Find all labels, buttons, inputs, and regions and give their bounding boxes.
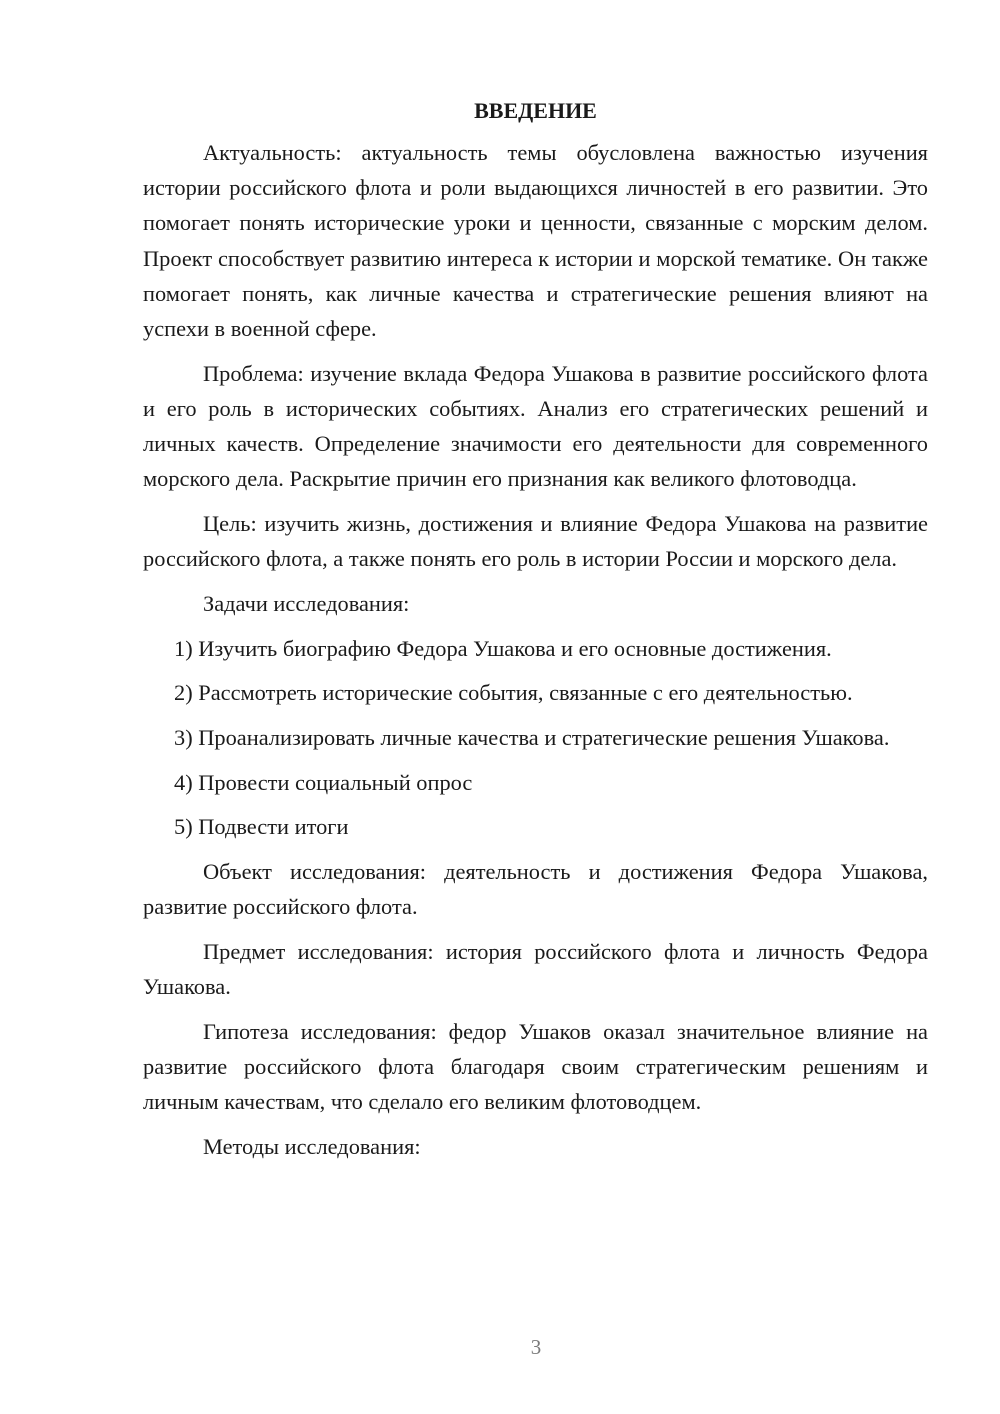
paragraph-methods-title: Методы исследования: xyxy=(203,1134,421,1160)
paragraph-problem: Проблема: изучение вклада Федора Ушакова в развитие российского флота и его роль в исторических событиях. Анализ его стратегических решений и личных качеств. Определение значимости его деятельности для современного морского дела. Раскрытие причин его признания как великого флотоводца. xyxy=(143,360,928,492)
list-item: 1) Изучить биографию Федора Ушакова и его основные достижения. xyxy=(174,635,832,661)
list-item: 2) Рассмотреть исторические события, связанные с его деятельностью. xyxy=(174,680,853,706)
paragraph-hypothesis: Гипотеза исследования: федор Ушаков оказал значительное влияние на развитие российского флота благодаря своим стратегическим решениям и личным качествам, что сделало его великим флотоводцем. xyxy=(143,1018,928,1115)
tasks-list xyxy=(143,631,928,845)
paragraph-tasks-title: Задачи исследования: xyxy=(203,590,410,616)
paragraph-goal: Цель: изучить жизнь, достижения и влияние Федора Ушакова на развитие российского флота, а также понять его роль в истории России и морского дела. xyxy=(143,511,928,572)
paragraph-subject: Предмет исследования: история российского флота и личность Федора Ушакова. xyxy=(143,939,928,1000)
list-item: 4) Провести социальный опрос xyxy=(174,769,473,795)
paragraph-relevance: Актуальность: актуальность темы обусловлена важностью изучения истории российского флота и роли выдающихся личностей в его развитии. Это помогает понять исторические уроки и ценности, связанные с морским делом. Проект способствует развитию интереса к истории и морской тематике. Он также помогает понять, как личные качества и стратегические решения влияют на успехи в военной сфере. xyxy=(143,140,928,342)
document-page xyxy=(143,96,928,1174)
page-number: 3 xyxy=(530,1335,542,1359)
section-heading: ВВЕДЕНИЕ xyxy=(474,98,597,123)
list-item: 3) Проанализировать личные качества и стратегические решения Ушакова. xyxy=(174,725,890,751)
list-item: 5) Подвести итоги xyxy=(174,814,349,840)
paragraph-object: Объект исследования: деятельность и достижения Федора Ушакова, развитие российского флота. xyxy=(143,859,928,920)
